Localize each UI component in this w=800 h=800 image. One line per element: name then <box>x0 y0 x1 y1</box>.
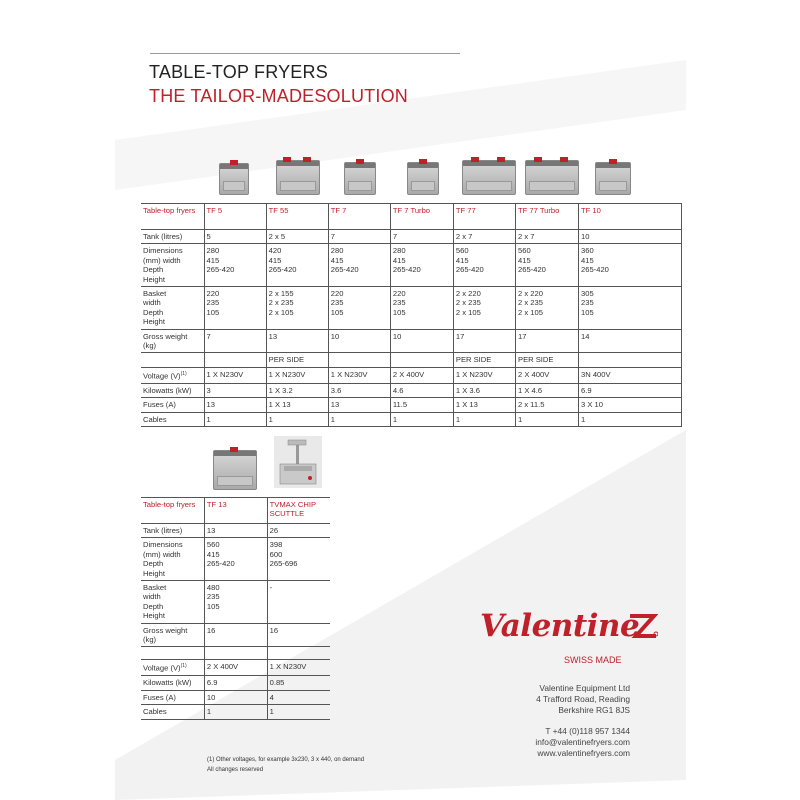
table-row <box>141 647 330 660</box>
row-label: Table-top fryers <box>141 498 204 524</box>
row-label <box>141 353 204 367</box>
table-cell: PER SIDE <box>453 353 515 367</box>
empty-cell <box>682 398 687 412</box>
row-label: Basket width Depth Height <box>141 287 204 330</box>
table-cell: TVMAX CHIP SCUTTLE <box>267 498 330 524</box>
row-label: Voltage $(V)^{(1)}$ <box>141 660 204 676</box>
table-cell: TF 13 <box>204 498 267 524</box>
table-cell <box>204 353 266 367</box>
table-cell <box>267 647 330 660</box>
spec-sheet-page <box>115 0 686 800</box>
table-cell: 6.9 <box>579 383 682 397</box>
table-cell: 16 <box>204 623 267 647</box>
row-label: Kilowatts (kW) <box>141 383 204 397</box>
table-cell: 17 <box>453 329 515 353</box>
table-cell: 14 <box>579 329 682 353</box>
page-title: TABLE-TOP FRYERS <box>149 62 328 82</box>
fryer-photo-tf55 <box>276 160 320 195</box>
table-cell: 13 <box>204 398 266 412</box>
table-cell: 1 X 13 <box>453 398 515 412</box>
table-cell: 2 x 220 2 x 235 2 x 105 <box>453 287 515 330</box>
spec-table-2 <box>141 497 330 720</box>
row-label: Cables <box>141 412 204 426</box>
table-cell: TF 5 <box>204 204 266 230</box>
table-cell: 1 X 13 <box>266 398 328 412</box>
table-cell: 398 600 265-696 <box>267 538 330 581</box>
table-cell: 1 <box>453 412 515 426</box>
row-label: Dimensions (mm) width Depth Height <box>141 538 204 581</box>
logo-z-mark-icon <box>628 612 658 640</box>
table-row <box>141 353 686 367</box>
table-cell: 4.6 <box>390 383 453 397</box>
header-rule <box>150 53 460 54</box>
table-row <box>141 705 330 719</box>
table-row <box>141 329 686 353</box>
table-cell: 1 <box>579 412 682 426</box>
page-subtitle: THE TAILOR-MADESOLUTION <box>149 86 408 106</box>
table-cell: 1 <box>516 412 579 426</box>
table-cell: 1 <box>328 412 390 426</box>
table-cell: 10 <box>204 690 267 704</box>
table-cell <box>204 647 267 660</box>
footnote-changes: All changes reserved <box>207 767 264 773</box>
table-row <box>141 230 686 244</box>
table-cell: 2 x 7 <box>453 230 515 244</box>
table-cell: 1 X 4.6 <box>516 383 579 397</box>
table-cell: 1 X N230V <box>328 367 390 383</box>
table-cell: 220 235 105 <box>204 287 266 330</box>
table-row <box>141 690 330 704</box>
empty-cell <box>682 367 687 383</box>
fryer-photo-tf13 <box>213 450 257 490</box>
empty-cell <box>682 230 687 244</box>
table-cell: 17 <box>516 329 579 353</box>
table-cell: 7 <box>328 230 390 244</box>
table-cell: - <box>267 581 330 624</box>
table-cell: PER SIDE <box>266 353 328 367</box>
table-cell: 1 X N230V <box>453 367 515 383</box>
table-cell: 2 x 7 <box>516 230 579 244</box>
table-cell: 13 <box>204 524 267 538</box>
table-row <box>141 383 686 397</box>
table-cell: 3N 400V <box>579 367 682 383</box>
table-cell: 11.5 <box>390 398 453 412</box>
table-cell: 13 <box>328 398 390 412</box>
row-label: Voltage $(V)^{(1)}$ <box>141 367 204 383</box>
table-row <box>141 398 686 412</box>
fryer-photo-tf7 <box>344 162 376 195</box>
valentine-logo <box>480 608 665 658</box>
table-cell: 280 415 265-420 <box>204 244 266 287</box>
table-cell: 10 <box>328 329 390 353</box>
fryer-photo-tf77-turbo <box>525 160 579 195</box>
empty-cell <box>682 204 687 230</box>
table-row <box>141 676 330 690</box>
address-email[interactable]: info@valentinefryers.com <box>535 737 630 747</box>
row-label: Fuses (A) <box>141 398 204 412</box>
empty-cell <box>682 287 687 330</box>
empty-cell <box>682 329 687 353</box>
table-cell: TF 55 <box>266 204 328 230</box>
table-cell: 2 x 220 2 x 235 2 x 105 <box>516 287 579 330</box>
row-label <box>141 647 204 660</box>
table-cell: 7 <box>390 230 453 244</box>
table-cell: PER SIDE <box>516 353 579 367</box>
table-row <box>141 623 330 647</box>
table-cell: 220 235 105 <box>328 287 390 330</box>
table-cell <box>328 353 390 367</box>
table-cell: 560 415 265-420 <box>204 538 267 581</box>
table-cell: 220 235 105 <box>390 287 453 330</box>
row-label: Basket width Depth Height <box>141 581 204 624</box>
table-row <box>141 498 330 524</box>
table-cell: 1 <box>204 705 267 719</box>
table-row <box>141 244 686 287</box>
table-row <box>141 287 686 330</box>
logo-wordmark: Valentine <box>480 608 640 644</box>
table-cell: 1 <box>266 412 328 426</box>
empty-cell <box>682 244 687 287</box>
table-cell: 560 415 265-420 <box>516 244 579 287</box>
table-cell: 10 <box>390 329 453 353</box>
address-street: 4 Trafford Road, Reading <box>536 694 630 704</box>
table-cell: 1 X 3.6 <box>453 383 515 397</box>
table-cell: 26 <box>267 524 330 538</box>
address-website[interactable]: www.valentinefryers.com <box>537 748 630 758</box>
fryer-photo-tf10 <box>595 162 631 195</box>
table-cell: 5 <box>204 230 266 244</box>
empty-cell <box>682 353 687 367</box>
row-label: Table-top fryers <box>141 204 204 230</box>
table-cell: 1 X 3.2 <box>266 383 328 397</box>
table-cell: 280 415 265-420 <box>390 244 453 287</box>
table-cell: 16 <box>267 623 330 647</box>
table-row <box>141 412 686 426</box>
table-cell: TF 10 <box>579 204 682 230</box>
swiss-made-tagline: SWISS MADE <box>564 655 622 665</box>
table-cell: 1 <box>390 412 453 426</box>
table-cell: 4 <box>267 690 330 704</box>
table-cell: 280 415 265-420 <box>328 244 390 287</box>
fryer-photo-tf5 <box>219 163 249 195</box>
empty-cell <box>682 383 687 397</box>
table-cell: 560 415 265-420 <box>453 244 515 287</box>
table-cell: TF 77 Turbo <box>516 204 579 230</box>
address-company: Valentine Equipment Ltd <box>539 683 630 693</box>
table-cell: 2 x 5 <box>266 230 328 244</box>
table-cell: 0.85 <box>267 676 330 690</box>
row-label: Gross weight (kg) <box>141 329 204 353</box>
chip-scuttle-photo <box>274 436 322 488</box>
table-cell: 7 <box>204 329 266 353</box>
address-region: Berkshire RG1 8JS <box>558 705 630 715</box>
table-cell: 1 <box>267 705 330 719</box>
row-label: Cables <box>141 705 204 719</box>
table-row <box>141 581 330 624</box>
table-row <box>141 367 686 383</box>
table-cell: 1 X N230V <box>267 660 330 676</box>
table-cell <box>390 353 453 367</box>
table-cell: 360 415 265-420 <box>579 244 682 287</box>
table-cell: 1 X N230V <box>266 367 328 383</box>
table-cell: TF 77 <box>453 204 515 230</box>
address-phone: T +44 (0)118 957 1344 <box>545 726 630 736</box>
fryer-photo-tf77 <box>462 160 516 195</box>
table-cell: 3 X 10 <box>579 398 682 412</box>
row-label: Tank (litres) <box>141 230 204 244</box>
spec-table-1 <box>141 203 686 427</box>
table-cell: TF 7 <box>328 204 390 230</box>
table-cell: 13 <box>266 329 328 353</box>
table-cell: 305 235 105 <box>579 287 682 330</box>
table-row <box>141 524 330 538</box>
table-cell <box>579 353 682 367</box>
table-cell: 1 X N230V <box>204 367 266 383</box>
table-cell: 2 x 11.5 <box>516 398 579 412</box>
table-cell: 2 X 400V <box>204 660 267 676</box>
table-cell: 2 x 155 2 x 235 2 x 105 <box>266 287 328 330</box>
footnote-voltages: (1) Other voltages, for example 3x230, 3 x 440, on demand <box>207 757 365 763</box>
fryer-photo-tf7-turbo <box>407 162 439 195</box>
empty-cell <box>682 412 687 426</box>
table-cell: TF 7 Turbo <box>390 204 453 230</box>
row-label: Dimensions (mm) width Depth Height <box>141 244 204 287</box>
table-row <box>141 204 686 230</box>
table-cell: 3.6 <box>328 383 390 397</box>
table-cell: 480 235 105 <box>204 581 267 624</box>
table-cell: 1 <box>204 412 266 426</box>
table-row <box>141 660 330 676</box>
table-cell: 420 415 265-420 <box>266 244 328 287</box>
row-label: Tank (litres) <box>141 524 204 538</box>
row-label: Fuses (A) <box>141 690 204 704</box>
table-row <box>141 538 330 581</box>
table-cell: 6.9 <box>204 676 267 690</box>
row-label: Kilowatts (kW) <box>141 676 204 690</box>
table-cell: 2 X 400V <box>516 367 579 383</box>
table-cell: 10 <box>579 230 682 244</box>
row-label: Gross weight (kg) <box>141 623 204 647</box>
table-cell: 3 <box>204 383 266 397</box>
table-cell: 2 X 400V <box>390 367 453 383</box>
